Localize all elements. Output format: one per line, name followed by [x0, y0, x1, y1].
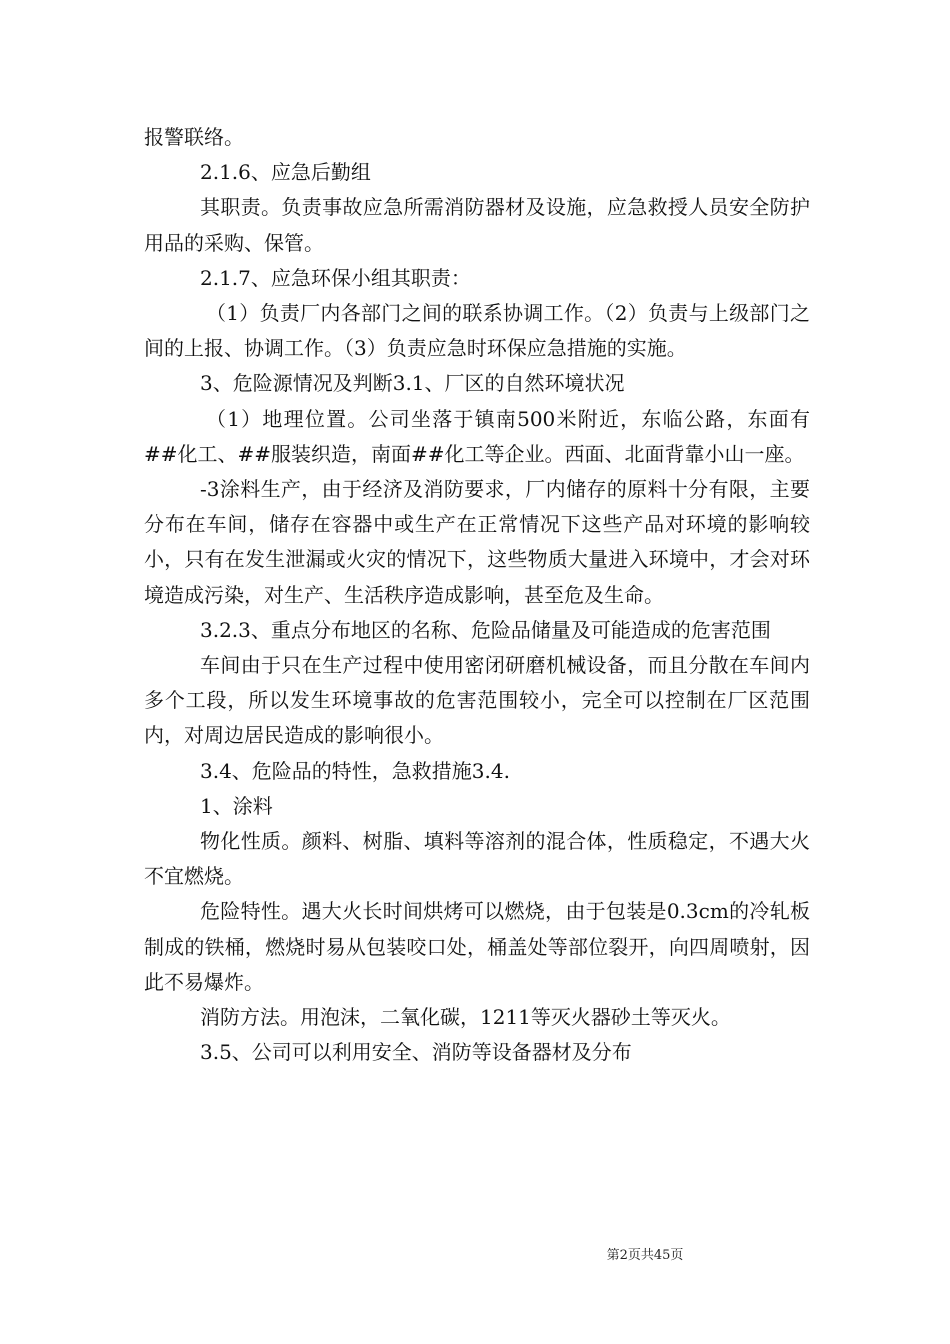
paragraph: 危险特性。遇大火长时间烘烤可以燃烧，由于包装是0.3cm的冷轧板制成的铁桶，燃烧时易从包装咬口处，桶盖处等部位裂开，向四周喷射，因此不易爆炸。 [144, 899, 810, 994]
paragraph: 消防方法。用泡沫，二氧化碳，1211等灭火器砂土等灭火。 [200, 1005, 731, 1030]
section-heading: 3.5、公司可以利用安全、消防等设备器材及分布 [200, 1040, 632, 1065]
section-heading: 3.2.3、重点分布地区的名称、危险品储量及可能造成的危害范围 [200, 617, 771, 642]
paragraph: 物化性质。颜料、树脂、填料等溶剂的混合体，性质稳定，不遇大火不宜燃烧。 [144, 829, 810, 889]
paragraph: 车间由于只在生产过程中使用密闭研磨机械设备，而且分散在车间内多个工段，所以发生环境事故的危害范围较小，完全可以控制在厂区范围内，对周边居民造成的影响很小。 [144, 653, 810, 748]
paragraph: 其职责。负责事故应急所需消防器材及设施，应急救授人员安全防护用品的采购、保管。 [144, 195, 810, 255]
section-heading: 1、涂料 [200, 793, 273, 818]
paragraph: 报警联络。 [144, 125, 244, 149]
paragraph: -3涂料生产，由于经济及消防要求，厂内储存的原料十分有限，主要分布在车间，储存在容器中或生产在正常情况下这些产品对环境的影响较小，只有在发生泄漏或火灾的情况下，这些物质大量进入环境中，才会对环境造成污染，对生产、生活秩序造成影响，甚至危及生命。 [144, 477, 810, 607]
section-heading: 3、危险源情况及判断3.1、厂区的自然环境状况 [200, 371, 625, 396]
page-number-footer: 第2页共45页 [606, 1248, 684, 1263]
section-heading: 3.4、危险品的特性，急救措施3.4. [200, 758, 510, 783]
paragraph: （1）负责厂内各部门之间的联系协调工作。（2）负责与上级部门之间的上报、协调工作。（3）负责应急时环保应急措施的实施。 [144, 301, 810, 361]
paragraph: （1）地理位置。公司坐落于镇南500米附近，东临公路，东面有##化工、##服装织造，南面##化工等企业。西面、北面背靠小山一座。 [144, 406, 810, 466]
section-heading: 2.1.7、应急环保小组其职责： [200, 265, 471, 290]
document-body [144, 120, 810, 1070]
section-heading: 2.1.6、应急后勤组 [200, 160, 371, 185]
